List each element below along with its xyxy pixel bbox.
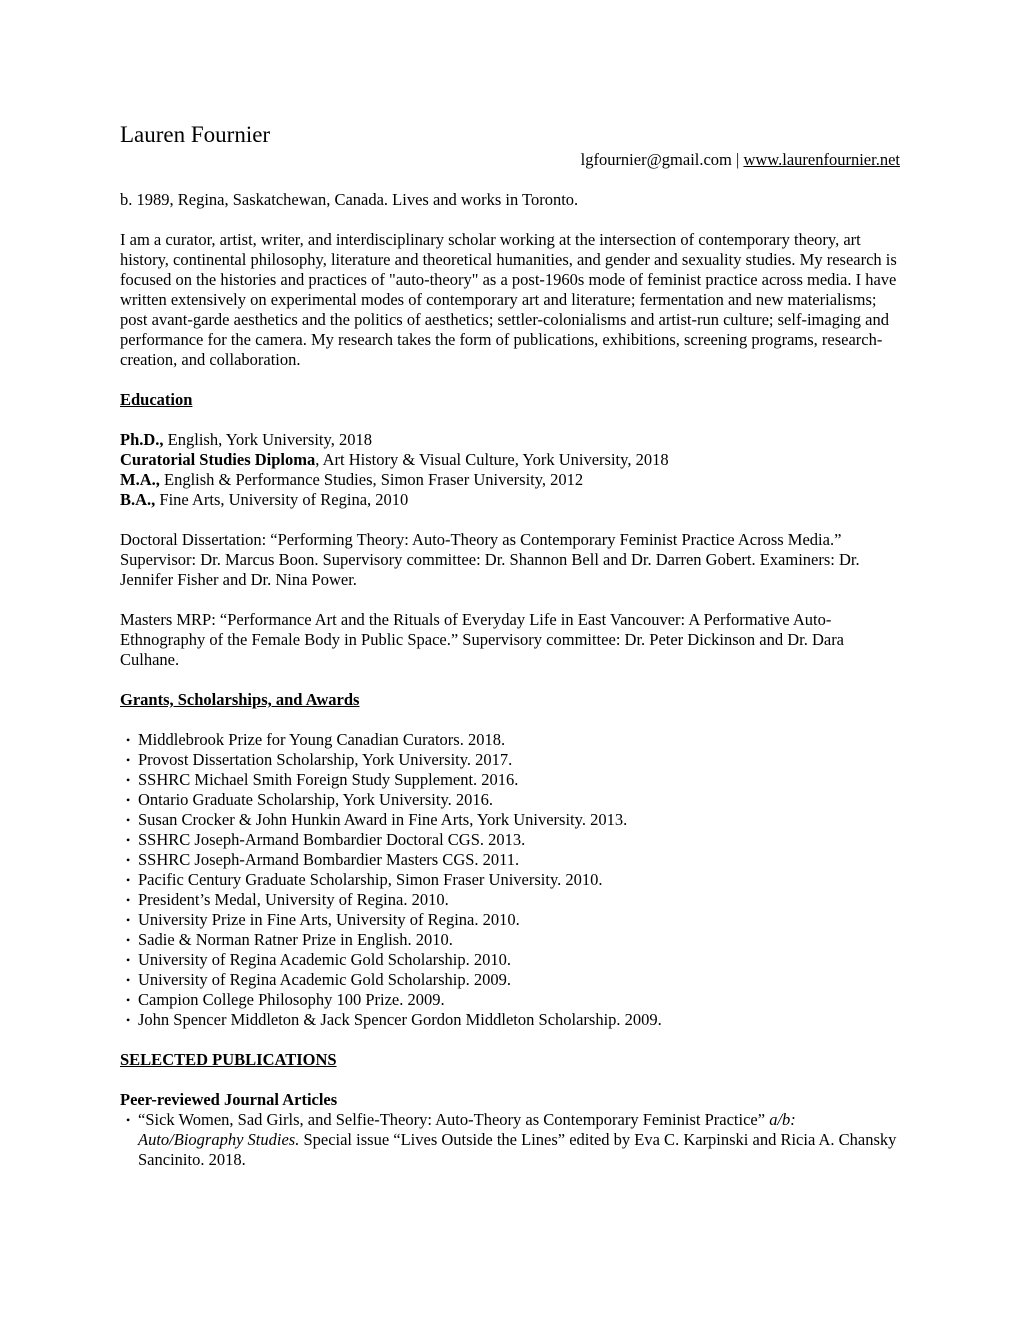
publications-list (120, 1110, 900, 1170)
education-entry-ba (120, 490, 900, 510)
award-text: University Prize in Fine Arts, University of Regina. 2010. (138, 910, 520, 929)
degree-label: B.A., (120, 490, 156, 509)
education-list (120, 430, 900, 510)
publication-title: “Sick Women, Sad Girls, and Selfie-Theory: Auto-Theory as Contemporary Feminist Practice” (138, 1110, 770, 1129)
email-text: lgfournier@gmail.com (580, 150, 732, 169)
award-text: SSHRC Michael Smith Foreign Study Supplement. 2016. (138, 770, 519, 789)
award-text: President’s Medal, University of Regina. 2010. (138, 890, 449, 909)
award-text: Sadie & Norman Ratner Prize in English. 2010. (138, 930, 453, 949)
award-item (120, 970, 900, 990)
publication-item (120, 1110, 900, 1170)
bullet-icon: • (126, 913, 131, 927)
contact-separator: | (731, 150, 744, 169)
degree-detail: , Art History & Visual Culture, York University, 2018 (315, 450, 669, 469)
degree-label: Ph.D., (120, 430, 164, 449)
bullet-icon: • (126, 993, 131, 1007)
education-entry-phd (120, 430, 900, 450)
journal-name: a/b: Auto/Biography Studies. (138, 1110, 796, 1149)
publication-detail: Special issue “Lives Outside the Lines” edited by Eva C. Karpinski and Ricia A. Chansky Sancinito. 2018. (138, 1130, 897, 1169)
intro-paragraph: I am a curator, artist, writer, and interdisciplinary scholar working at the intersection of contemporary theory, art history, continental philosophy, literature and theoretical humanities, and gender and sexuality studies. My research is focused on the histories and practices of "auto-theory" as a post-1960s mode of feminist practice across media. I have written extensively on experimental modes of contemporary art and literature; fermentation and new materialisms; post avant-garde aesthetics and the politics of aesthetics; settler-colonialisms and artist-run culture; self-imaging and performance for the camera. My research takes the form of publications, exhibitions, screening programs, research-creation, and collaboration. (120, 230, 897, 369)
award-item (120, 750, 900, 770)
award-text: John Spencer Middleton & Jack Spencer Gordon Middleton Scholarship. 2009. (138, 1010, 662, 1029)
award-text: Pacific Century Graduate Scholarship, Simon Fraser University. 2010. (138, 870, 603, 889)
award-item (120, 890, 900, 910)
award-text: Susan Crocker & John Hunkin Award in Fine Arts, York University. 2013. (138, 810, 628, 829)
award-text: Ontario Graduate Scholarship, York University. 2016. (138, 790, 494, 809)
contact-line (120, 150, 900, 170)
doctoral-dissertation-paragraph: Doctoral Dissertation: “Performing Theory: Auto-Theory as Contemporary Feminist Practice Across Media.” Supervisor: Dr. Marcus Boon. Supervisory committee: Dr. Shannon Bell and Dr. Darren Gobert. Examiners: Dr. Jennifer Fisher and Dr. Nina Power. (120, 530, 860, 589)
bullet-icon: • (126, 733, 131, 747)
award-item (120, 870, 900, 890)
award-text: Middlebrook Prize for Young Canadian Curators. 2018. (138, 730, 506, 749)
bullet-icon: • (126, 753, 131, 767)
award-item (120, 770, 900, 790)
section-heading-publications: SELECTED PUBLICATIONS (120, 1050, 337, 1069)
degree-label: Curatorial Studies Diploma (120, 450, 316, 469)
degree-label: M.A., (120, 470, 160, 489)
bio-line: b. 1989, Regina, Saskatchewan, Canada. Lives and works in Toronto. (120, 190, 579, 209)
section-heading-awards: Grants, Scholarships, and Awards (120, 690, 360, 709)
award-text: SSHRC Joseph-Armand Bombardier Masters CGS. 2011. (138, 850, 520, 869)
publication-text (138, 1110, 900, 1170)
subheading-journal-articles: Peer-reviewed Journal Articles (120, 1090, 338, 1109)
award-item (120, 910, 900, 930)
award-item (120, 990, 900, 1010)
bullet-icon: • (126, 1013, 131, 1027)
award-text: SSHRC Joseph-Armand Bombardier Doctoral CGS. 2013. (138, 830, 526, 849)
page-title: Lauren Fournier (120, 122, 271, 147)
bullet-icon: • (126, 773, 131, 787)
awards-list (120, 730, 900, 1030)
masters-mrp-paragraph: Masters MRP: “Performance Art and the Rituals of Everyday Life in East Vancouver: A Performative Auto-Ethnography of the Female Body in Public Space.” Supervisory committee: Dr. Peter Dickinson and Dr. Dara Culhane. (120, 610, 845, 669)
bullet-icon: • (126, 833, 131, 847)
degree-detail: English & Performance Studies, Simon Fraser University, 2012 (159, 470, 584, 489)
award-text: Provost Dissertation Scholarship, York University. 2017. (138, 750, 513, 769)
education-entry-ma (120, 470, 900, 490)
bullet-icon: • (126, 873, 131, 887)
degree-detail: Fine Arts, University of Regina, 2010 (155, 490, 409, 509)
award-item (120, 930, 900, 950)
education-entry-diploma (120, 450, 900, 470)
bullet-icon: • (126, 893, 131, 907)
degree-detail: English, York University, 2018 (163, 430, 372, 449)
award-item (120, 850, 900, 870)
award-text: Campion College Philosophy 100 Prize. 2009. (138, 990, 445, 1009)
award-item (120, 810, 900, 830)
bullet-icon: • (126, 813, 131, 827)
bullet-icon: • (126, 1113, 131, 1127)
bullet-icon: • (126, 793, 131, 807)
award-item (120, 1010, 900, 1030)
award-text: University of Regina Academic Gold Scholarship. 2010. (138, 950, 512, 969)
award-item (120, 790, 900, 810)
bullet-icon: • (126, 853, 131, 867)
bullet-icon: • (126, 933, 131, 947)
bullet-icon: • (126, 953, 131, 967)
award-item (120, 730, 900, 750)
award-text: University of Regina Academic Gold Scholarship. 2009. (138, 970, 512, 989)
award-item (120, 950, 900, 970)
award-item (120, 830, 900, 850)
bullet-icon: • (126, 973, 131, 987)
section-heading-education: Education (120, 390, 193, 409)
website-link[interactable]: www.laurenfournier.net (743, 150, 900, 169)
